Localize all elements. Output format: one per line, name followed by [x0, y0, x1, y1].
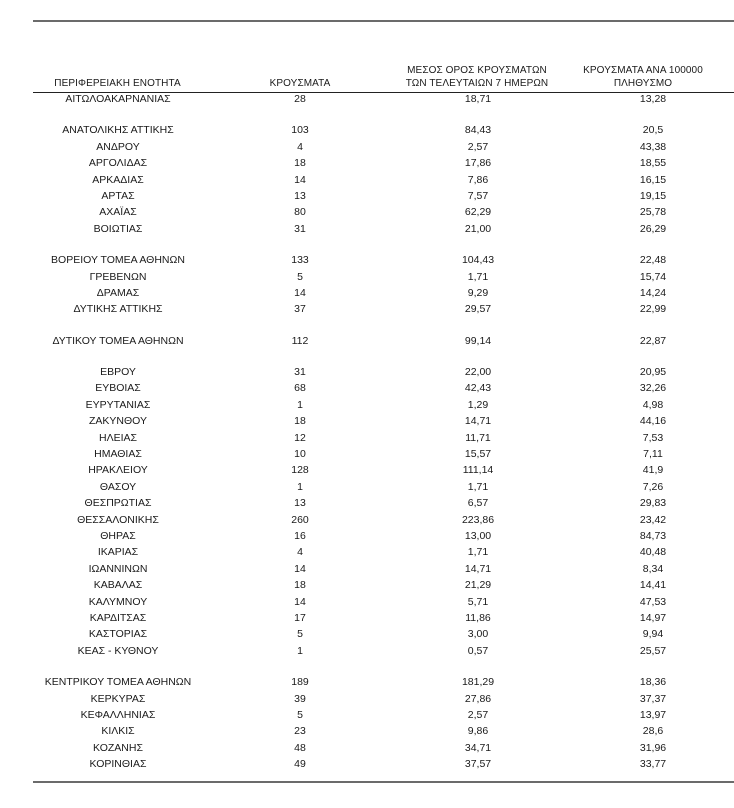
cell-region: ΒΟΙΩΤΙΑΣ	[93, 222, 143, 235]
table-row	[33, 365, 734, 381]
table-row	[33, 431, 734, 447]
header-avg	[393, 64, 561, 90]
table-row	[33, 173, 734, 189]
bottom-rule	[33, 781, 734, 783]
cell-avg7: 27,86	[464, 692, 492, 705]
cell-region: ΚΕΝΤΡΙΚΟΥ ΤΟΜΕΑ ΑΘΗΝΩΝ	[44, 676, 192, 689]
cell-cases: 14	[294, 562, 306, 575]
table-row	[33, 578, 734, 594]
cell-avg7: 9,29	[467, 286, 489, 299]
cell-per100k: 18,36	[639, 676, 667, 689]
cell-region: ΔΥΤΙΚΟΥ ΤΟΜΕΑ ΑΘΗΝΩΝ	[52, 334, 184, 347]
table-header	[33, 55, 734, 93]
cell-region: ΚΟΖΑΝΗΣ	[93, 741, 143, 754]
cell-avg7: 15,57	[464, 448, 492, 461]
cell-region: ΘΗΡΑΣ	[100, 529, 136, 542]
cell-region: ΙΚΑΡΙΑΣ	[97, 546, 139, 559]
cell-per100k: 13,28	[639, 93, 667, 105]
table-row	[33, 334, 734, 350]
cell-cases: 37	[294, 303, 306, 316]
cell-cases: 80	[294, 206, 306, 219]
cell-region: ΒΟΡΕΙΟΥ ΤΟΜΕΑ ΑΘΗΝΩΝ	[51, 254, 185, 267]
cell-per100k: 14,41	[639, 579, 667, 592]
cell-region: ΕΒΡΟΥ	[100, 366, 136, 379]
cell-per100k: 7,53	[642, 431, 664, 444]
cell-cases: 16	[294, 529, 306, 542]
cell-cases: 18	[294, 415, 306, 428]
cell-per100k: 22,87	[639, 334, 667, 347]
cell-per100k: 7,26	[642, 480, 664, 493]
cell-avg7: 62,29	[464, 206, 492, 219]
cell-avg7: 2,57	[467, 140, 489, 153]
cell-cases: 17	[294, 611, 306, 624]
cell-avg7: 11,71	[465, 431, 491, 444]
table-row	[33, 611, 734, 627]
cell-per100k: 7,11	[643, 448, 663, 461]
cell-per100k: 14,24	[639, 286, 667, 299]
cell-avg7: 17,86	[464, 157, 492, 170]
cell-cases: 48	[294, 741, 306, 754]
cell-per100k: 25,57	[639, 644, 667, 657]
cell-avg7: 5,71	[467, 595, 489, 608]
cell-avg7: 99,14	[464, 334, 492, 347]
cell-cases: 39	[294, 692, 306, 705]
table-row	[33, 724, 734, 740]
cell-cases: 1	[297, 480, 303, 493]
header-avg-line1: ΜΕΣΟΣ ΟΡΟΣ ΚΡΟΥΣΜΑΤΩΝ	[407, 65, 547, 76]
cell-avg7: 181,29	[461, 676, 495, 689]
cell-per100k: 40,48	[639, 546, 667, 559]
cell-avg7: 22,00	[464, 366, 492, 379]
header-region	[45, 77, 190, 90]
table-row	[33, 741, 734, 757]
cell-cases: 68	[294, 382, 306, 395]
cell-avg7: 18,71	[464, 93, 492, 105]
cell-cases: 1	[297, 398, 303, 411]
table-row	[33, 757, 734, 773]
cell-cases: 31	[294, 222, 306, 235]
cell-cases: 14	[294, 173, 306, 186]
table-row	[33, 595, 734, 611]
cell-avg7: 7,86	[467, 173, 489, 186]
cell-cases: 1	[297, 644, 303, 657]
cell-per100k: 84,73	[639, 529, 667, 542]
table-row	[33, 692, 734, 708]
table-row	[33, 708, 734, 724]
cell-per100k: 15,74	[639, 270, 667, 283]
cell-cases: 49	[294, 758, 306, 771]
cell-cases: 4	[297, 546, 303, 559]
cell-region: ΑΡΚΑΔΙΑΣ	[92, 173, 144, 186]
cell-region: ΑΙΤΩΛΟΑΚΑΡΝΑΝΙΑΣ	[65, 93, 171, 105]
table-row	[33, 205, 734, 221]
cell-cases: 5	[297, 628, 303, 641]
cell-region: ΘΑΣΟΥ	[99, 480, 137, 493]
cell-region: ΚΕΦΑΛΛΗΝΙΑΣ	[80, 708, 156, 721]
cell-per100k: 4,98	[642, 398, 664, 411]
cell-per100k: 37,37	[639, 692, 667, 705]
cell-region: ΑΧΑΪΑΣ	[99, 206, 137, 219]
table-row	[33, 222, 734, 238]
cell-cases: 23	[294, 725, 306, 738]
header-avg-line2: ΤΩΝ ΤΕΛΕΥΤΑΙΩΝ 7 ΗΜΕΡΩΝ	[405, 78, 549, 89]
cell-per100k: 14,97	[639, 611, 667, 624]
cell-region: ΚΑΛΥΜΝΟΥ	[88, 595, 148, 608]
cell-region: ΙΩΑΝΝΙΝΩΝ	[88, 562, 148, 575]
cell-avg7: 37,57	[464, 758, 492, 771]
cell-region: ΘΕΣΠΡΩΤΙΑΣ	[84, 497, 152, 510]
cell-per100k: 25,78	[639, 206, 667, 219]
table-body	[33, 92, 734, 773]
cell-avg7: 7,57	[467, 189, 489, 202]
cell-cases: 103	[291, 124, 309, 137]
cell-region: ΕΥΒΟΙΑΣ	[95, 382, 141, 395]
cell-region: ΑΡΤΑΣ	[101, 189, 135, 202]
cell-avg7: 9,86	[467, 725, 489, 738]
cell-avg7: 2,57	[467, 708, 489, 721]
table-row	[33, 675, 734, 691]
table-row	[33, 302, 734, 318]
cell-avg7: 0,57	[467, 644, 489, 657]
cell-per100k: 47,53	[639, 595, 667, 608]
header-region-label: ΠΕΡΙΦΕΡΕΙΑΚΗ ΕΝΟΤΗΤΑ	[54, 78, 181, 89]
cell-cases: 18	[294, 157, 306, 170]
cell-cases: 112	[291, 334, 309, 347]
cell-per100k: 23,42	[639, 513, 667, 526]
cell-avg7: 84,43	[464, 124, 492, 137]
table-row	[33, 545, 734, 561]
top-rule	[33, 20, 734, 22]
cell-per100k: 20,5	[642, 124, 664, 137]
cell-avg7: 223,86	[461, 513, 495, 526]
cell-region: ΓΡΕΒΕΝΩΝ	[89, 270, 147, 283]
cell-avg7: 104,43	[461, 254, 495, 267]
table-row	[33, 414, 734, 430]
cell-avg7: 1,71	[467, 546, 489, 559]
cell-per100k: 28,6	[642, 725, 664, 738]
cell-cases: 13	[294, 497, 306, 510]
table-row	[33, 463, 734, 479]
cell-region: ΚΟΡΙΝΘΙΑΣ	[89, 758, 147, 771]
cell-region: ΚΑΣΤΟΡΙΑΣ	[88, 628, 148, 641]
table-row	[33, 270, 734, 286]
table-row	[33, 562, 734, 578]
cell-region: ΗΡΑΚΛΕΙΟΥ	[88, 464, 148, 477]
cell-region: ΗΛΕΙΑΣ	[98, 431, 137, 444]
table-row	[33, 253, 734, 269]
table-row	[33, 189, 734, 205]
cell-region: ΚΕΑΣ - ΚΥΘΝΟΥ	[77, 644, 159, 657]
cell-per100k: 33,77	[639, 758, 667, 771]
cell-per100k: 44,16	[639, 415, 667, 428]
table-row	[33, 480, 734, 496]
cell-cases: 133	[291, 254, 309, 267]
cell-per100k: 18,55	[639, 157, 667, 170]
table-row	[33, 123, 734, 139]
cell-avg7: 11,86	[465, 611, 491, 624]
cell-cases: 10	[294, 448, 306, 461]
cell-region: ΔΥΤΙΚΗΣ ΑΤΤΙΚΗΣ	[73, 303, 163, 316]
table-row	[33, 381, 734, 397]
cell-cases: 28	[294, 93, 306, 105]
cell-region: ΑΝΔΡΟΥ	[96, 140, 140, 153]
cell-cases: 128	[291, 464, 309, 477]
cell-region: ΔΡΑΜΑΣ	[96, 286, 140, 299]
header-per100k	[569, 64, 717, 90]
header-per-line1: ΚΡΟΥΣΜΑΤΑ ΑΝΑ 100000	[583, 65, 703, 76]
cell-avg7: 1,29	[467, 398, 489, 411]
cell-per100k: 9,94	[642, 628, 664, 641]
header-cases	[265, 77, 335, 90]
table-row	[33, 286, 734, 302]
cell-region: ΚΑΒΑΛΑΣ	[93, 579, 143, 592]
cell-cases: 189	[291, 676, 309, 689]
cell-per100k: 20,95	[639, 366, 667, 379]
table-row	[33, 140, 734, 156]
cell-per100k: 29,83	[639, 497, 667, 510]
cell-avg7: 21,00	[464, 222, 492, 235]
table-row	[33, 496, 734, 512]
table-row	[33, 398, 734, 414]
cell-per100k: 32,26	[639, 382, 667, 395]
cell-per100k: 19,15	[639, 189, 667, 202]
header-per-line2: ΠΛΗΘΥΣΜΟ	[613, 78, 673, 89]
cell-cases: 14	[294, 286, 306, 299]
table-row	[33, 644, 734, 660]
cell-region: ΗΜΑΘΙΑΣ	[94, 448, 142, 461]
cell-per100k: 16,15	[639, 173, 667, 186]
cell-per100k: 22,48	[639, 254, 667, 267]
cell-per100k: 13,97	[639, 708, 667, 721]
cell-region: ΚΑΡΔΙΤΣΑΣ	[89, 611, 147, 624]
cell-cases: 14	[294, 595, 306, 608]
cell-avg7: 34,71	[464, 741, 492, 754]
cell-avg7: 21,29	[464, 579, 492, 592]
cell-region: ΑΡΓΟΛΙΔΑΣ	[88, 157, 148, 170]
table-row	[33, 447, 734, 463]
table-row	[33, 627, 734, 643]
cell-per100k: 31,96	[639, 741, 667, 754]
cell-avg7: 14,71	[464, 415, 492, 428]
cell-avg7: 13,00	[464, 529, 492, 542]
cell-cases: 18	[294, 579, 306, 592]
cell-region: ΑΝΑΤΟΛΙΚΗΣ ΑΤΤΙΚΗΣ	[62, 124, 174, 137]
cell-region: ΕΥΡΥΤΑΝΙΑΣ	[85, 398, 151, 411]
cell-region: ΘΕΣΣΑΛΟΝΙΚΗΣ	[77, 513, 159, 526]
cell-avg7: 1,71	[467, 480, 489, 493]
table-row	[33, 156, 734, 172]
cell-cases: 4	[297, 140, 303, 153]
cell-cases: 5	[297, 708, 303, 721]
cell-per100k: 8,34	[642, 562, 664, 575]
cell-cases: 31	[294, 366, 306, 379]
cell-region: ΚΙΛΚΙΣ	[101, 725, 135, 738]
cell-cases: 260	[291, 513, 309, 526]
cell-cases: 5	[297, 270, 303, 283]
table-row	[33, 92, 734, 108]
cell-avg7: 6,57	[467, 497, 489, 510]
cell-region: ΚΕΡΚΥΡΑΣ	[90, 692, 146, 705]
cell-avg7: 14,71	[464, 562, 492, 575]
cell-avg7: 42,43	[464, 382, 492, 395]
table-row	[33, 513, 734, 529]
cell-region: ΖΑΚΥΝΘΟΥ	[88, 415, 147, 428]
cell-per100k: 26,29	[639, 222, 667, 235]
cell-cases: 13	[294, 189, 306, 202]
cell-per100k: 41,9	[642, 464, 664, 477]
cell-avg7: 1,71	[467, 270, 489, 283]
table-row	[33, 529, 734, 545]
cell-cases: 12	[294, 431, 306, 444]
cell-per100k: 43,38	[639, 140, 667, 153]
cell-avg7: 3,00	[467, 628, 489, 641]
header-cases-label: ΚΡΟΥΣΜΑΤΑ	[269, 78, 331, 89]
cell-per100k: 22,99	[639, 303, 667, 316]
cell-avg7: 111,14	[462, 464, 494, 477]
cell-avg7: 29,57	[464, 303, 492, 316]
